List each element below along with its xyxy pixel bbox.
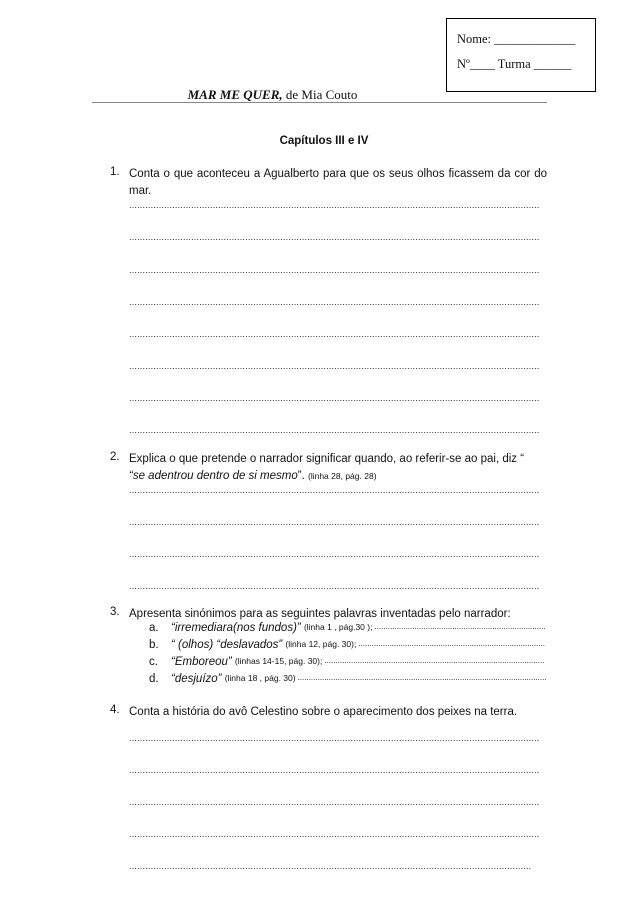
- answer-line[interactable]: [129, 265, 539, 275]
- answer-line[interactable]: [129, 361, 539, 371]
- name-field-label[interactable]: Nome: _____________: [457, 32, 576, 46]
- question-3-item-c: [149, 656, 545, 668]
- answer-line[interactable]: [324, 656, 545, 668]
- chapters-heading: Capítulos III e IV: [279, 135, 369, 147]
- item-reference: (linha 18 , pág. 30): [224, 673, 296, 683]
- question-2-text: [129, 451, 547, 485]
- question-2-number: 2.: [110, 451, 120, 463]
- item-reference: (linha 1 , pág.30 );: [303, 622, 373, 632]
- question-3-item-d: [149, 673, 547, 685]
- answer-line[interactable]: [374, 622, 545, 634]
- item-word: “irremediara(nos fundos)”: [171, 622, 301, 634]
- question-3-item-b: [149, 639, 545, 651]
- answer-line[interactable]: [129, 393, 539, 403]
- answer-line[interactable]: [129, 797, 539, 807]
- answer-line[interactable]: [129, 861, 532, 871]
- question-4-number: 4.: [110, 704, 120, 716]
- item-word: “Emboreou”: [171, 656, 232, 668]
- item-word: “desjuízo”: [171, 673, 222, 685]
- answer-line[interactable]: [358, 639, 545, 651]
- answer-line[interactable]: [129, 485, 539, 495]
- item-letter: c.: [149, 656, 158, 668]
- question-1-text: Conta o que aconteceu a Agualberto para que os seus olhos ficassem da cor do mar.: [129, 168, 547, 197]
- question-3-text: Apresenta sinónimos para as seguintes palavras inventadas pelo narrador:: [129, 608, 511, 620]
- question-2-quote-end: ”.: [297, 470, 305, 482]
- question-3-item-a: [149, 622, 545, 634]
- answer-line[interactable]: [129, 829, 539, 839]
- answer-line[interactable]: [129, 517, 539, 527]
- answer-line[interactable]: [129, 329, 539, 339]
- question-2-quote: “se adentrou dentro de si mesmo: [129, 470, 298, 482]
- question-2-text-start: Explica o que pretende o narrador significar quando, ao referir-se ao pai, diz “: [129, 453, 525, 465]
- item-letter: b.: [149, 639, 159, 651]
- number-class-field-label[interactable]: Nº____ Turma ______: [457, 57, 572, 71]
- book-author: de Mia Couto: [285, 87, 358, 102]
- question-1-number: 1.: [110, 166, 120, 178]
- item-word: “ (olhos) “deslavados”: [171, 639, 283, 651]
- answer-line[interactable]: [129, 232, 539, 242]
- item-letter: a.: [149, 622, 159, 634]
- answer-line[interactable]: [129, 200, 539, 210]
- book-title: MAR ME QUER,: [187, 87, 283, 102]
- question-3-number: 3.: [110, 606, 120, 618]
- title-divider: [92, 102, 547, 103]
- answer-line[interactable]: [129, 733, 539, 743]
- book-title-line: [0, 87, 545, 103]
- question-4-text: Conta a história do avô Celestino sobre o aparecimento dos peixes na terra.: [129, 706, 518, 718]
- item-letter: d.: [149, 673, 159, 685]
- answer-line[interactable]: [129, 549, 539, 559]
- answer-line[interactable]: [129, 765, 539, 775]
- answer-line[interactable]: [129, 581, 539, 591]
- answer-line[interactable]: [298, 673, 547, 685]
- answer-line[interactable]: [129, 425, 539, 435]
- question-2-reference: (linha 28, pág. 28): [308, 471, 377, 481]
- answer-line[interactable]: [129, 297, 539, 307]
- student-info-box: [446, 18, 596, 92]
- item-reference: (linhas 14-15, pág. 30);: [234, 656, 323, 666]
- item-reference: (linha 12, pág. 30);: [285, 639, 357, 649]
